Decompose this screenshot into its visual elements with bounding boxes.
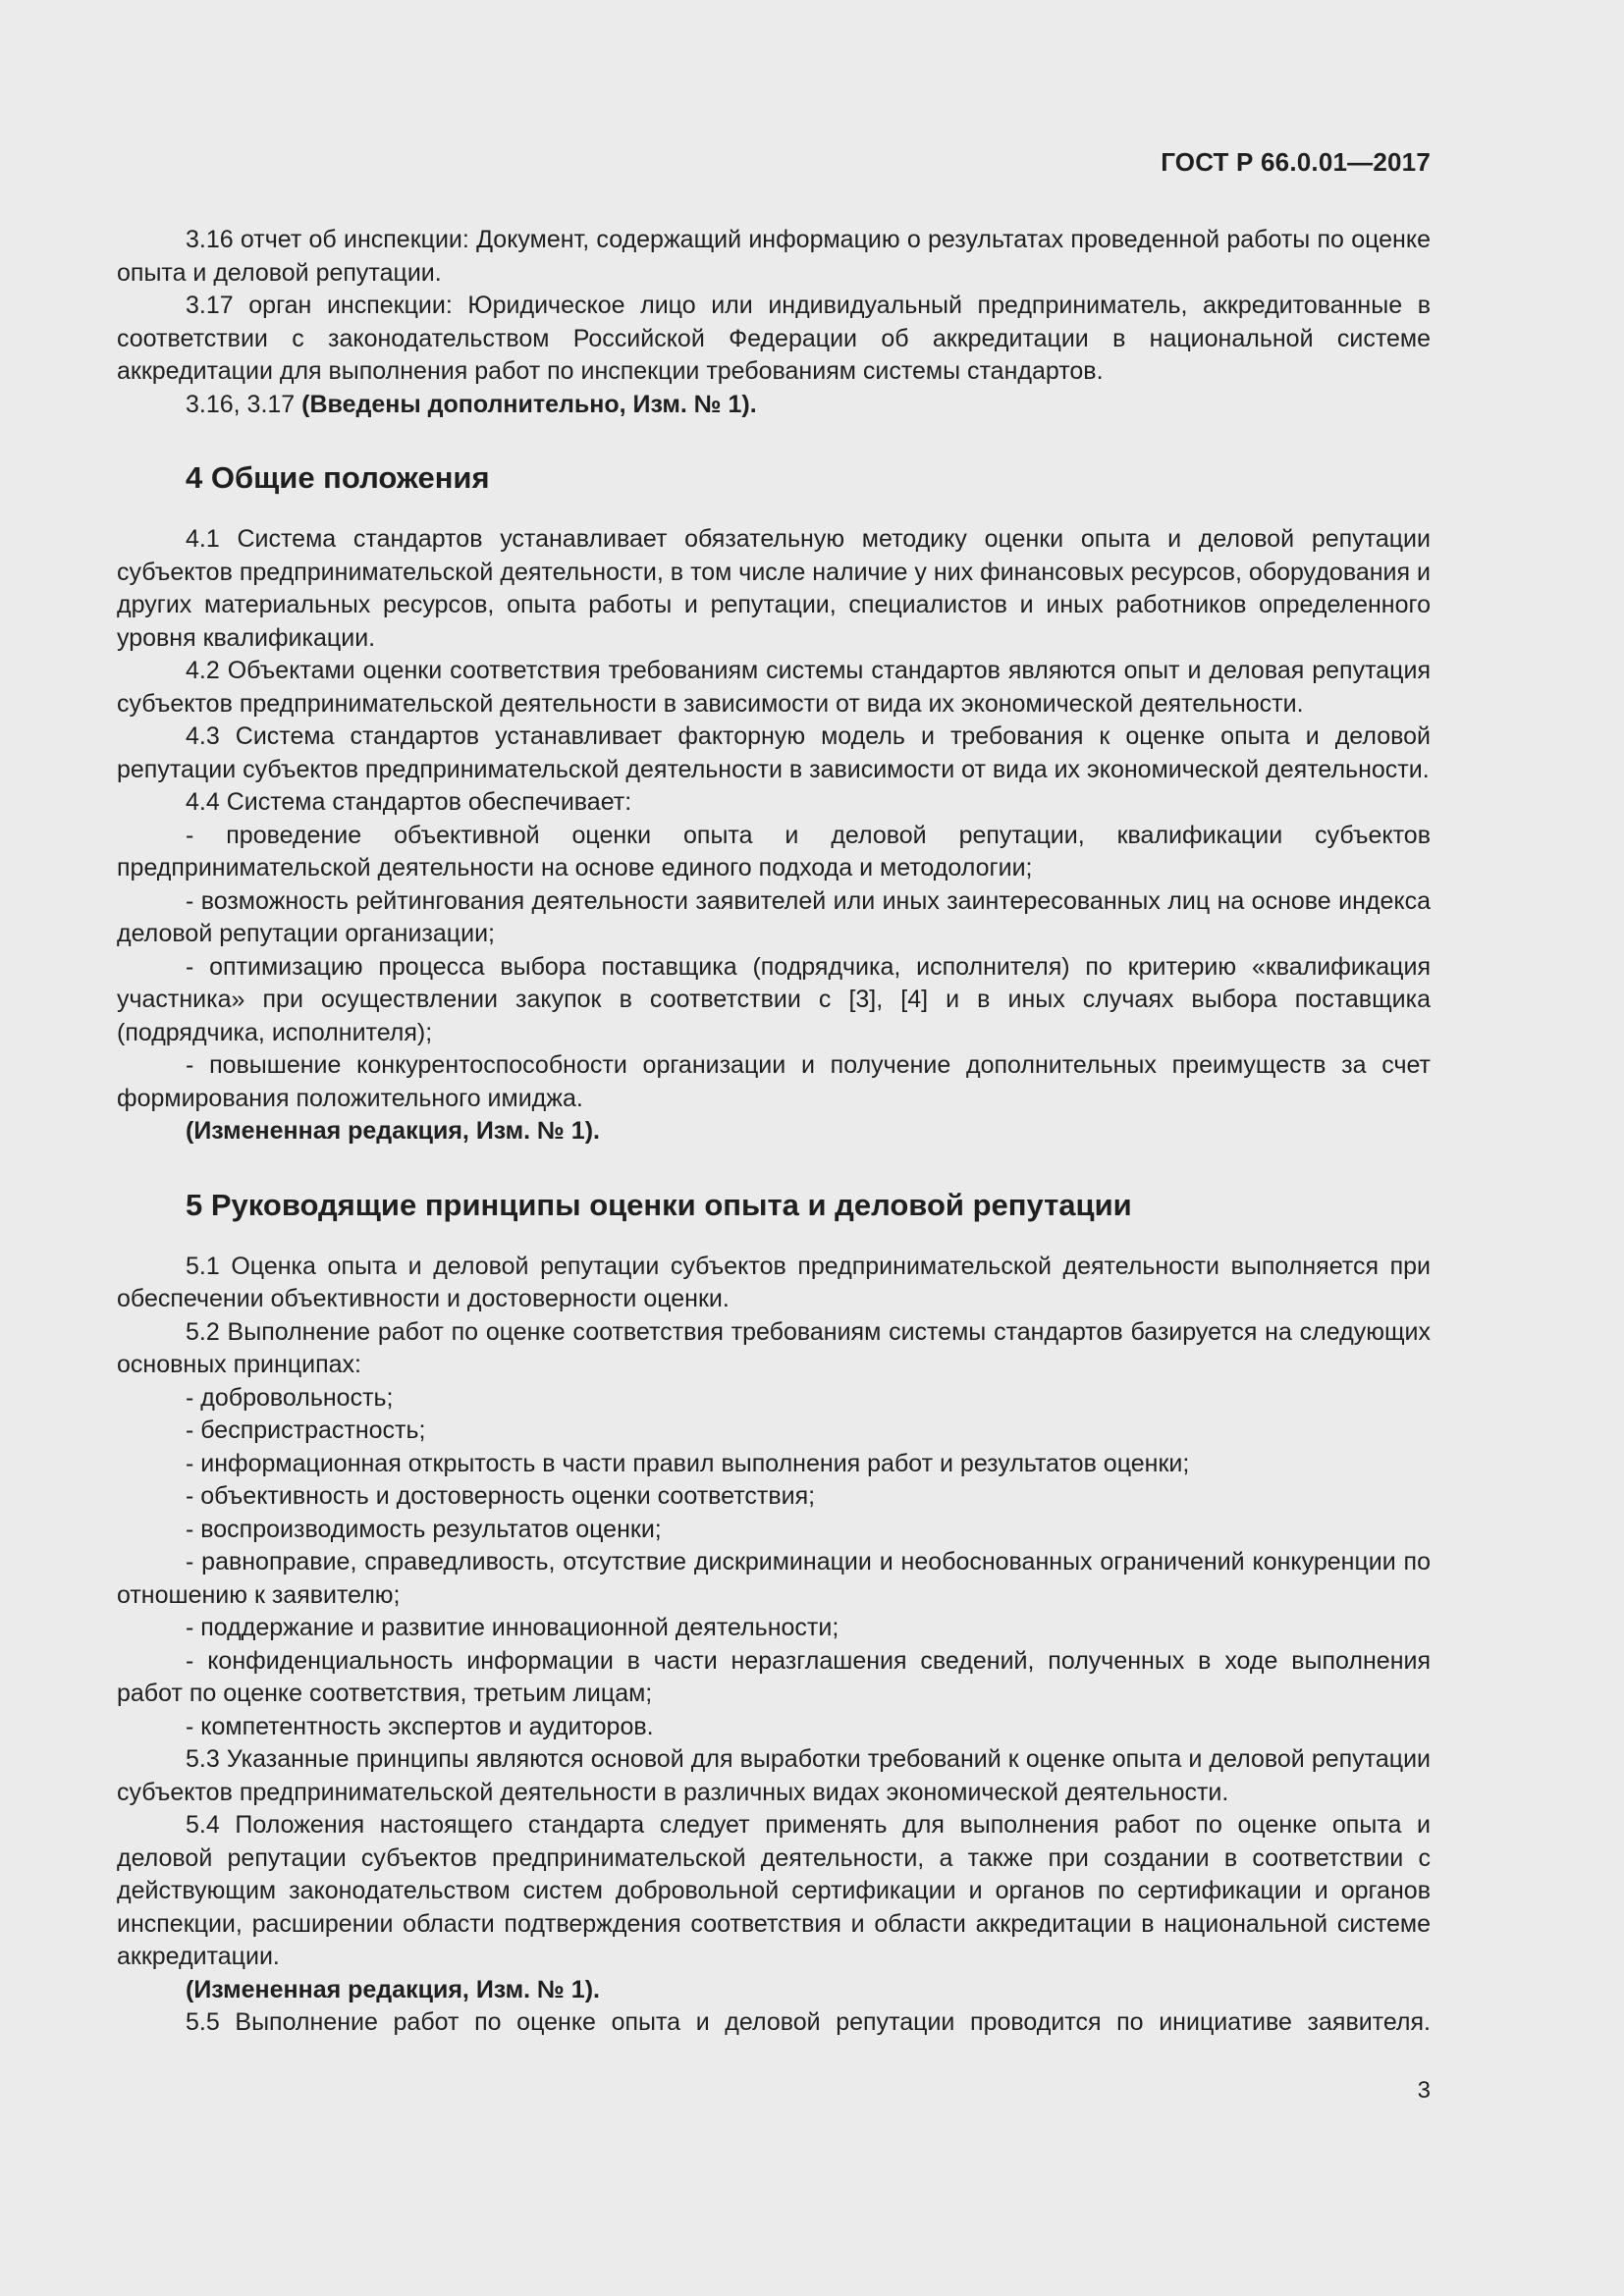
amendment-note-section-5: (Измененная редакция, Изм. № 1). bbox=[186, 1975, 600, 2003]
clause-4-3: 4.3 Система стандартов устанавливает факторную модель и требования к оценке опыта и деловой репутации субъектов предпринимательской деятельности в зависимости от вида их экономической деятельности. bbox=[117, 722, 1431, 783]
term-3-17: 3.17 орган инспекции: Юридическое лицо или индивидуальный предприниматель, аккредитованные в соответствии с законодательством Российской Федерации об аккредитации в национальной системе аккредитации для выполнения работ по инспекции требованиям системы стандартов. bbox=[117, 292, 1431, 385]
clause-4-4-item-3: - оптимизацию процесса выбора поставщика (подрядчика, исполнителя) по критерию «квалификация участника» при осуществлении закупок в соответствии с [3], [4] и в иных случаях выбора поставщика (подрядчика, исполнителя); bbox=[117, 952, 1431, 1046]
principle-item-3: - информационная открытость в части правил выполнения работ и результатов оценки; bbox=[186, 1449, 1190, 1477]
principle-item-5: - воспроизводимость результатов оценки; bbox=[186, 1515, 662, 1543]
principle-item-8: - конфиденциальность информации в части неразглашения сведений, полученных в ходе выполнения работ по оценке соответствия, третьим лицам; bbox=[117, 1646, 1431, 1707]
principle-item-4: - объективность и достоверность оценки соответствия; bbox=[186, 1482, 816, 1510]
document-code: ГОСТ Р 66.0.01—2017 bbox=[1161, 147, 1431, 177]
amendment-note-bold: (Введены дополнительно, Изм. № 1). bbox=[301, 390, 757, 418]
amendment-note-prefix: 3.16, 3.17 bbox=[186, 390, 302, 418]
section-5-heading: 5 Руководящие принципы оценки опыта и деловой репутации bbox=[186, 1187, 1132, 1222]
clause-5-4: 5.4 Положения настоящего стандарта следует применять для выполнения работ по оценке опыта и деловой репутации субъектов предпринимательской деятельности, а также при создании в соответствии с действующим законодательством систем добровольной сертификации и органов по сертификации и органов инспекции, расширении области подтверждения соответствия и области аккредитации в национальной системе аккредитации. bbox=[117, 1811, 1431, 1970]
principle-item-7: - поддержание и развитие инновационной деятельности; bbox=[186, 1614, 839, 1641]
clause-4-1: 4.1 Система стандартов устанавливает обязательную методику оценки опыта и деловой репутации субъектов предпринимательской деятельности, в том числе наличие у них финансовых ресурсов, оборудования и других материальных ресурсов, опыта работы и репутации, специалистов и иных работников определенного уровня квалификации. bbox=[117, 525, 1431, 652]
clause-5-3: 5.3 Указанные принципы являются основой для выработки требований к оценке опыта и деловой репутации субъектов предпринимательской деятельности в различных видах экономической деятельности. bbox=[117, 1745, 1431, 1806]
clause-4-4: 4.4 Система стандартов обеспечивает: bbox=[186, 788, 632, 816]
principle-item-9: - компетентность экспертов и аудиторов. bbox=[186, 1712, 654, 1740]
term-3-16: 3.16 отчет об инспекции: Документ, содержащий информацию о результатах проведенной работы по оценке опыта и деловой репутации. bbox=[117, 226, 1431, 287]
clause-4-2: 4.2 Объектами оценки соответствия требованиям системы стандартов являются опыт и деловая репутация субъектов предпринимательской деятельности в зависимости от вида их экономической деятельности. bbox=[117, 657, 1431, 718]
clause-4-4-item-4: - повышение конкурентоспособности организации и получение дополнительных преимуществ за счет формирования положительного имиджа. bbox=[117, 1051, 1431, 1112]
amendment-note-terms bbox=[117, 389, 1431, 422]
clause-5-1: 5.1 Оценка опыта и деловой репутации субъектов предпринимательской деятельности выполняется при обеспечении объективности и достоверности оценки. bbox=[117, 1252, 1431, 1312]
amendment-note-section-4: (Измененная редакция, Изм. № 1). bbox=[186, 1117, 600, 1145]
clause-5-2: 5.2 Выполнение работ по оценке соответствия требованиям системы стандартов базируется на следующих основных принципах: bbox=[117, 1317, 1431, 1378]
clause-4-4-item-2: - возможность рейтингования деятельности заявителей или иных заинтересованных лиц на основе индекса деловой репутации организации; bbox=[117, 886, 1431, 947]
principle-item-1: - добровольность; bbox=[186, 1383, 394, 1412]
section-4-heading: 4 Общие положения bbox=[186, 460, 490, 495]
clause-5-5: 5.5 Выполнение работ по оценке опыта и деловой репутации проводится по инициативе заявителя. bbox=[186, 2008, 1431, 2036]
principle-item-2: - беспристрастность; bbox=[186, 1416, 426, 1444]
principle-item-6: - равноправие, справедливость, отсутствие дискриминации и необоснованных ограничений конкуренции по отношению к заявителю; bbox=[117, 1548, 1431, 1609]
document-body bbox=[117, 224, 1431, 2040]
page-number: 3 bbox=[1417, 2077, 1431, 2104]
clause-4-4-item-1: - проведение объективной оценки опыта и деловой репутации, квалификации субъектов предпринимательской деятельности на основе единого подхода и методологии; bbox=[117, 821, 1431, 881]
